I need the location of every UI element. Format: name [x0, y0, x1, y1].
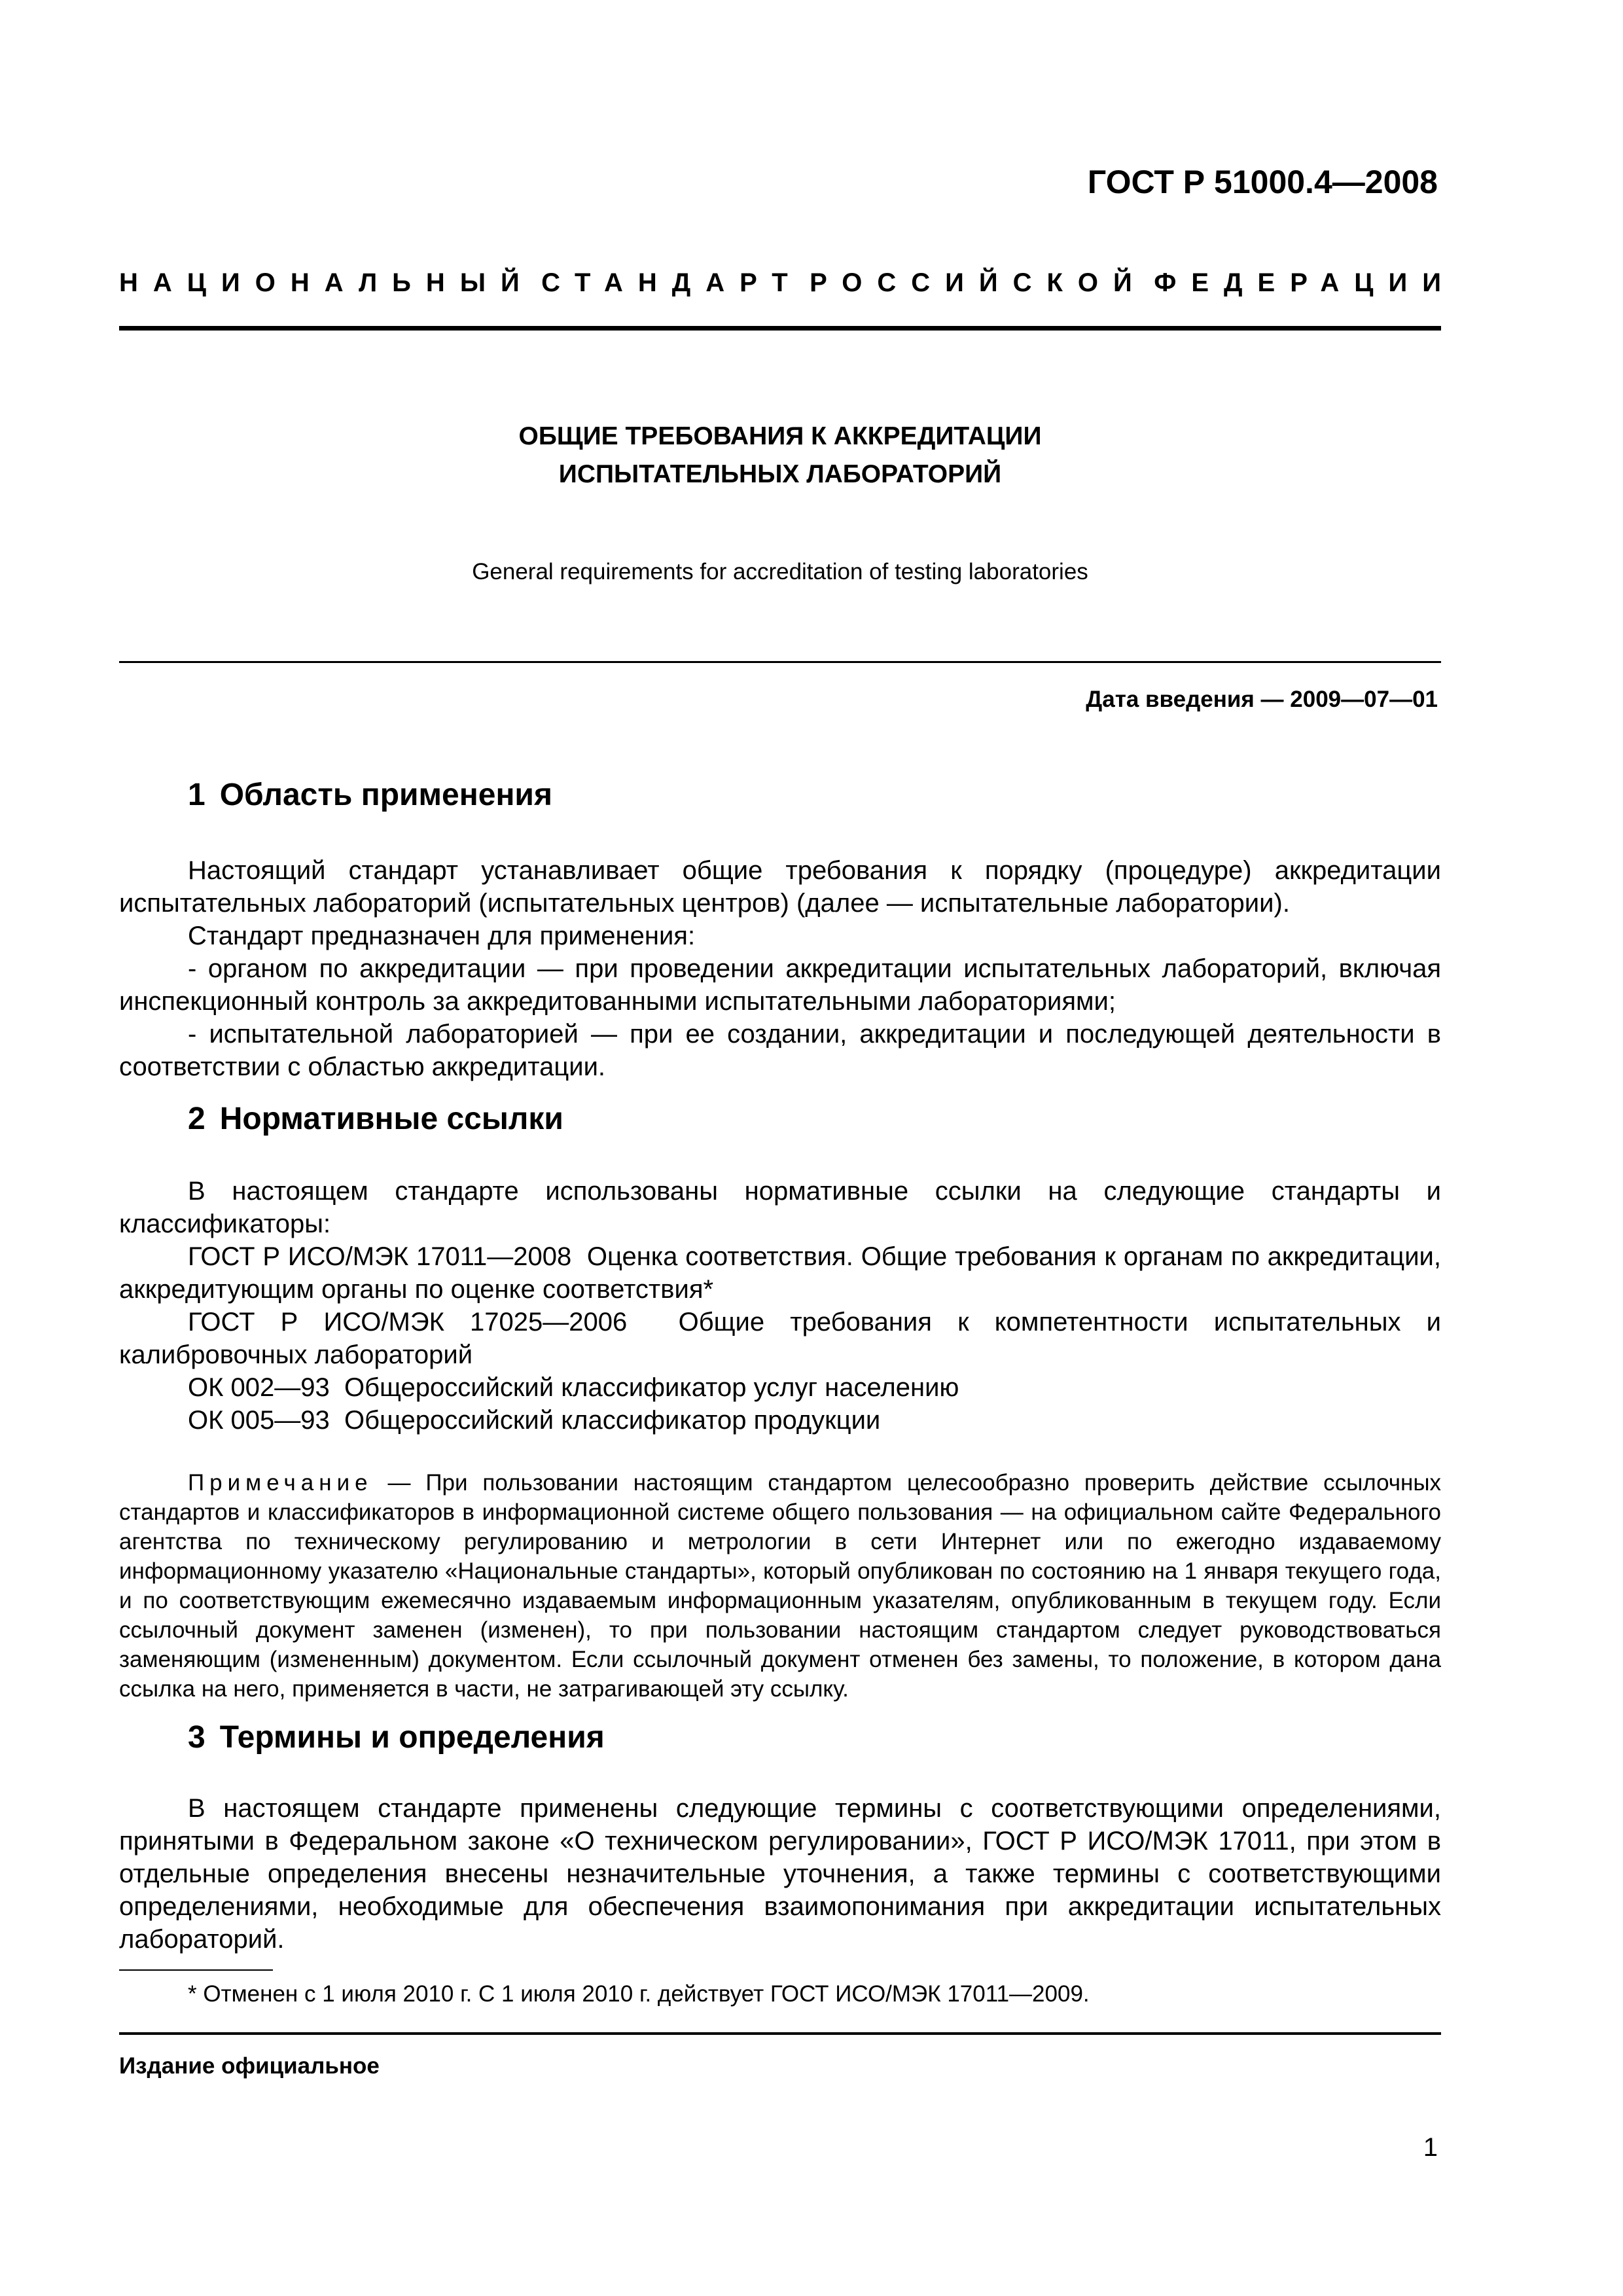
- paragraph: Настоящий стандарт устанавливает общие требования к порядку (процедуре) аккредитации испытательных лабораторий (испытательных центров) (далее — испытательные лаборатории).: [119, 856, 1441, 918]
- paragraph: - органом по аккредитации — при проведении аккредитации испытательных лабораторий, включая инспекционный контроль за аккредитованными испытательными лабораториями;: [119, 954, 1441, 1016]
- reference-text: Общероссийский классификатор продукции: [344, 1406, 881, 1435]
- reference-text: Общероссийский классификатор услуг населению: [344, 1373, 959, 1402]
- introduction-date: Дата введения — 2009—07—01: [1086, 687, 1438, 712]
- section-heading: [188, 1718, 605, 1757]
- section-heading: [188, 776, 552, 815]
- title-divider: [119, 661, 1441, 663]
- reference-text: Общие требования к компетентности испытательных и калибровочных лабораторий: [119, 1308, 1441, 1369]
- reference-text: Оценка соответствия. Общие требования к органам по аккредитации, аккредитующим органы по оценке соответствия*: [119, 1242, 1442, 1304]
- normative-reference: [119, 1306, 1441, 1371]
- paragraph: В настоящем стандарте применены следующие термины с соответствующими определениями, принятыми в Федеральном законе «О техническом регулировании», ГОСТ Р ИСО/МЭК 17011, при этом в отдельные определения внесены незначительные уточнения, а также термины с соответствующими определениями, необходимые для обеспечения взаимопонимания при аккредитации испытательных лабораторий.: [119, 1794, 1441, 1954]
- document-number: ГОСТ Р 51000.4—2008: [1087, 164, 1438, 200]
- normative-reference: [119, 1240, 1441, 1306]
- paragraph: - испытательной лабораторией — при ее создании, аккредитации и последующей деятельности в соответствии с областью аккредитации.: [119, 1020, 1441, 1081]
- note-label: Примечание: [188, 1470, 373, 1496]
- edition-label: Издание официальное: [119, 2053, 380, 2079]
- note: [119, 1468, 1441, 1704]
- section-number: 1: [188, 778, 205, 812]
- banner-word: СТАНДАРТ: [541, 268, 803, 297]
- document-title: [119, 418, 1441, 493]
- footnote-divider: [119, 1969, 273, 1971]
- reference-code: ГОСТ Р ИСО/МЭК 17011—2008: [188, 1242, 572, 1271]
- section-title: Область применения: [219, 778, 552, 812]
- title-line: ОБЩИЕ ТРЕБОВАНИЯ К АККРЕДИТАЦИИ: [518, 422, 1042, 450]
- section-heading: [188, 1100, 563, 1139]
- section-title: Термины и определения: [219, 1720, 605, 1755]
- header-divider: [119, 326, 1441, 331]
- banner-word: НАЦИОНАЛЬНЫЙ: [119, 268, 535, 297]
- english-title: General requirements for accreditation of testing laboratories: [472, 559, 1088, 584]
- page-number: 1: [1423, 2133, 1438, 2162]
- section-number: 3: [188, 1720, 205, 1755]
- reference-code: ОК 005—93: [188, 1406, 330, 1435]
- banner-word: ФЕДЕРАЦИИ: [1154, 268, 1456, 297]
- paragraph: Стандарт предназначен для применения:: [188, 922, 696, 950]
- reference-code: ГОСТ Р ИСО/МЭК 17025—2006: [188, 1308, 628, 1336]
- section-title: Нормативные ссылки: [219, 1102, 563, 1136]
- paragraph: В настоящем стандарте использованы нормативные ссылки на следующие стандарты и классификаторы:: [119, 1177, 1441, 1238]
- national-standard-banner: [119, 263, 1456, 302]
- reference-code: ОК 002—93: [188, 1373, 330, 1402]
- banner-word: РОССИЙСКОЙ: [810, 268, 1147, 297]
- footer-divider: [119, 2032, 1441, 2035]
- title-line: ИСПЫТАТЕЛЬНЫХ ЛАБОРАТОРИЙ: [558, 460, 1002, 488]
- section-number: 2: [188, 1102, 205, 1136]
- normative-reference: [188, 1404, 880, 1437]
- normative-reference: [188, 1371, 959, 1404]
- footnote: * Отменен с 1 июля 2010 г. С 1 июля 2010 г. действует ГОСТ ИСО/МЭК 17011—2009.: [188, 1981, 1090, 2007]
- note-text: — При пользовании настоящим стандартом целесообразно проверить действие ссылочных стандартов и классификаторов в информационной системе общего пользования — на официальном сайте Федерального агентства по техническому регулированию и метрологии в сети Интернет или по ежегодно издаваемому информационному указателю «Национальные стандарты», который опубликован по состоянию на 1 января текущего года, и по соответствующим ежемесячно издаваемым информационным указателям, опубликованным в текущем году. Если ссылочный документ заменен (изменен), то при пользовании настоящим стандартом следует руководствоваться заменяющим (измененным) документом. Если ссылочный документ отменен без замены, то положение, в котором дана ссылка на него, применяется в части, не затрагивающей эту ссылку.: [119, 1470, 1441, 1702]
